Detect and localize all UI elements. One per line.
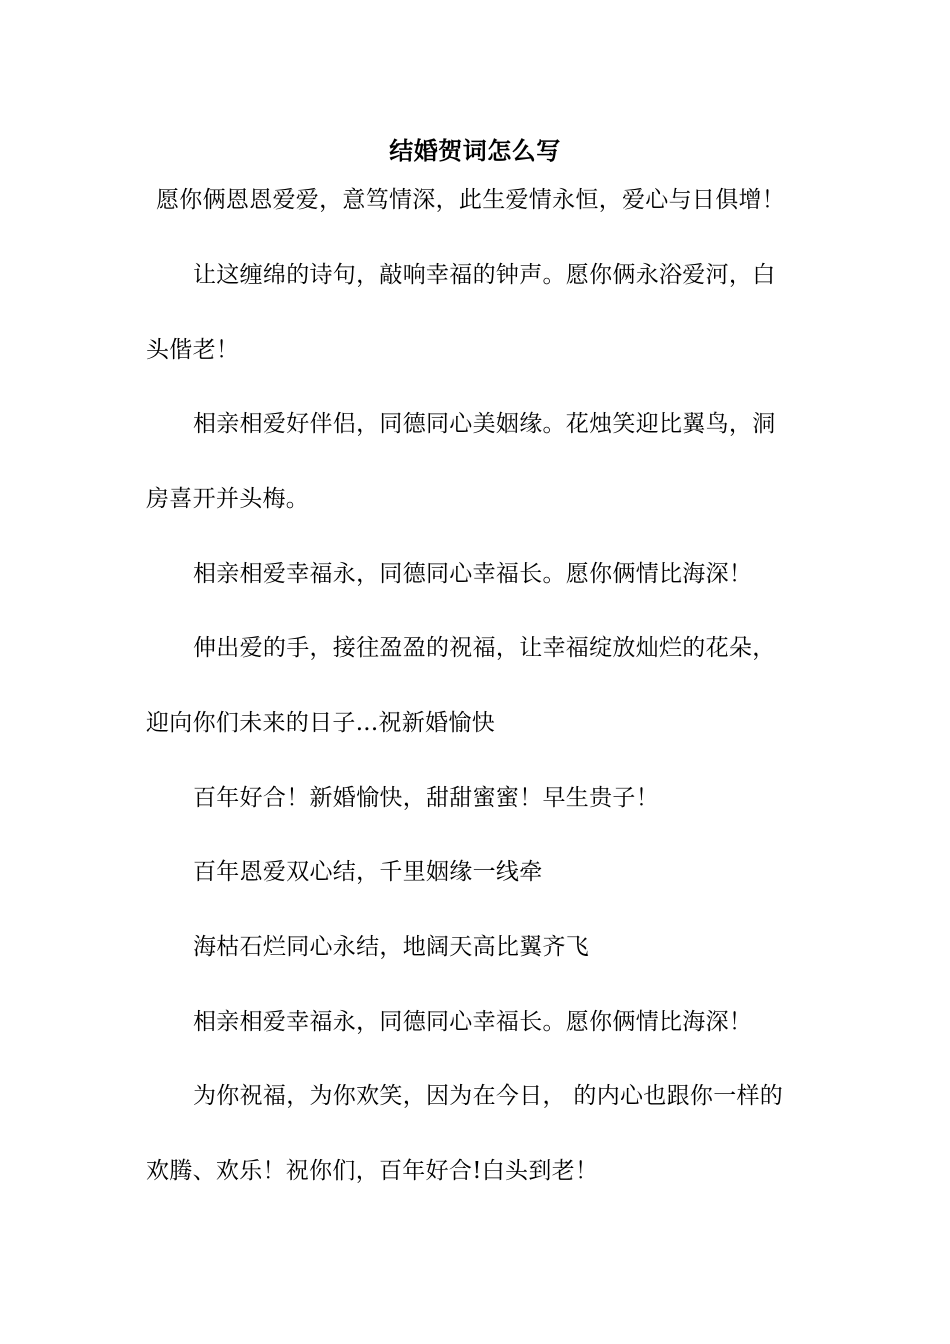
text-line-2: 让这缠绵的诗句，敲响幸福的钟声。愿你俩永浴爱河，白 xyxy=(193,262,776,288)
text-line-13: 为你祝福，为你欢笑，因为在今日， 的内心也跟你一样的 xyxy=(193,1083,784,1109)
text-line-9: 百年好合！新婚愉快，甜甜蜜蜜！早生贵子！ xyxy=(193,785,659,811)
document-title: 结婚贺词怎么写 xyxy=(389,136,561,165)
text-line-4: 相亲相爱好伴侣，同德同心美姻缘。花烛笑迎比翼鸟，洞 xyxy=(193,411,776,437)
text-line-10: 百年恩爱双心结，千里姻缘一线牵 xyxy=(193,859,543,885)
text-line-7: 伸出爱的手，接往盈盈的祝福，让幸福绽放灿烂的花朵， xyxy=(193,635,776,661)
text-line-5: 房喜开并头梅。 xyxy=(146,486,310,512)
text-line-12: 相亲相爱幸福永，同德同心幸福长。愿你俩情比海深！ xyxy=(193,1009,753,1035)
text-line-11: 海枯石烂同心永结，地阔天高比翼齐飞 xyxy=(193,934,590,960)
text-line-3: 头偕老！ xyxy=(146,337,240,363)
text-line-8: 迎向你们未来的日子...祝新婚愉快 xyxy=(146,710,496,736)
text-line-6: 相亲相爱幸福永，同德同心幸福长。愿你俩情比海深！ xyxy=(193,561,753,587)
text-line-1: 愿你俩恩恩爱爱，意笃情深，此生爱情永恒，爱心与日俱增！ xyxy=(156,187,786,213)
text-line-14: 欢腾、欢乐！祝你们，百年好合!白头到老！ xyxy=(146,1158,599,1184)
